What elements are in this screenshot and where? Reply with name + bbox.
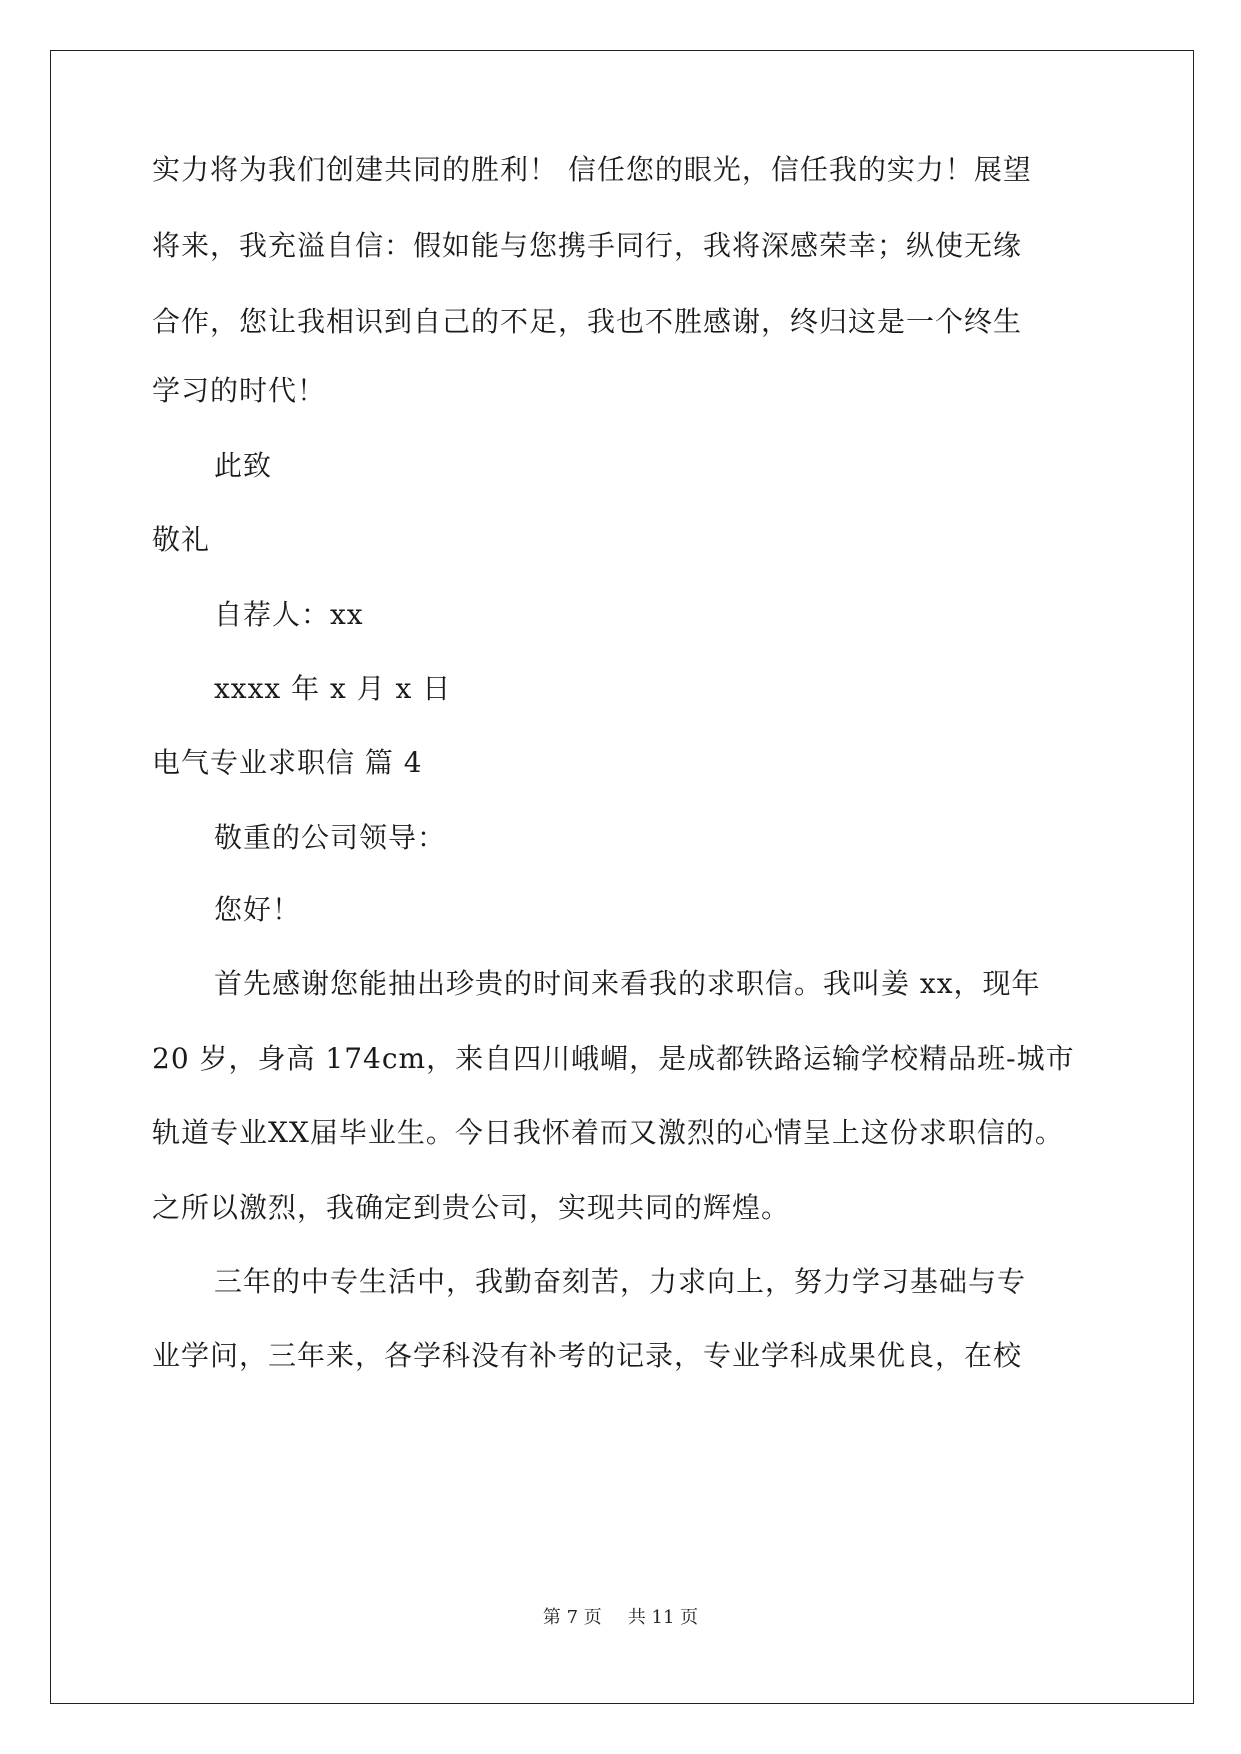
page-total: 共 11 页 bbox=[627, 1607, 699, 1628]
paragraph-line: 业学问，三年来，各学科没有补考的记录，专业学科成果优良，在校 bbox=[152, 1339, 1023, 1372]
greeting-hello: 您好！ bbox=[214, 893, 302, 926]
page-border bbox=[50, 50, 1194, 1704]
paragraph-line: 20 岁，身高 174cm，来自四川峨嵋，是成都铁路运输学校精品班-城市 bbox=[152, 1042, 1075, 1075]
paragraph-line: 首先感谢您能抽出珍贵的时间来看我的求职信。我叫姜 xx，现年 bbox=[214, 967, 1041, 1000]
paragraph-line: 轨道专业XX届毕业生。今日我怀着而又激烈的心情呈上这份求职信的。 bbox=[152, 1116, 1064, 1149]
closing-salutation: 此致 bbox=[214, 449, 273, 482]
page-footer bbox=[0, 1606, 1241, 1630]
greeting: 敬重的公司领导： bbox=[214, 821, 447, 854]
closing-regards: 敬礼 bbox=[152, 523, 211, 556]
paragraph-line: 合作，您让我相识到自己的不足，我也不胜感谢，终归这是一个终生 bbox=[152, 305, 1023, 338]
paragraph-line: 学习的时代！ bbox=[152, 374, 327, 407]
paragraph-line: 将来，我充溢自信：假如能与您携手同行，我将深感荣幸；纵使无缘 bbox=[152, 229, 1023, 262]
signature-date: xxxx 年 x 月 x 日 bbox=[214, 672, 452, 705]
signature-name: 自荐人：xx bbox=[214, 598, 364, 631]
section-heading: 电气专业求职信 篇 4 bbox=[152, 746, 423, 779]
paragraph-line: 三年的中专生活中，我勤奋刻苦，力求向上，努力学习基础与专 bbox=[214, 1265, 1027, 1298]
paragraph-line: 之所以激烈，我确定到贵公司，实现共同的辉煌。 bbox=[152, 1191, 791, 1224]
paragraph-line: 实力将为我们创建共同的胜利！ 信任您的眼光，信任我的实力！展望 bbox=[152, 153, 1032, 186]
page-number: 第 7 页 bbox=[542, 1607, 602, 1628]
